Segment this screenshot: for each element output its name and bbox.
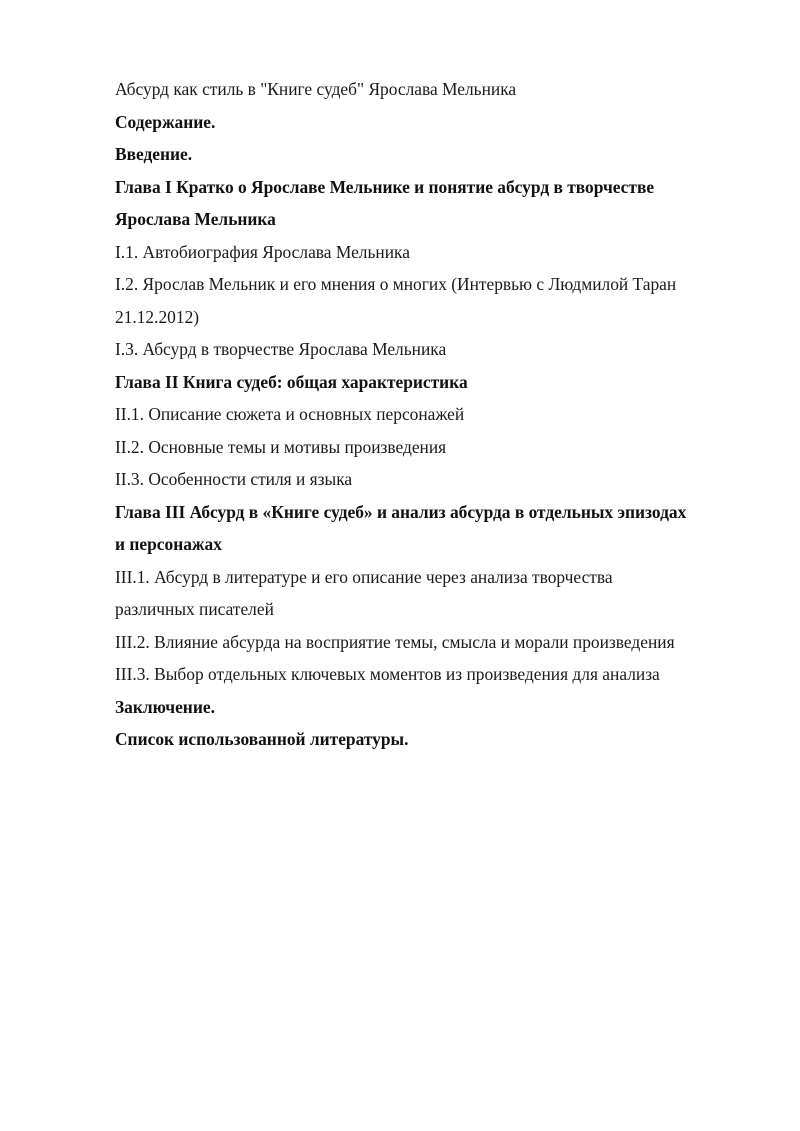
- section-2-3: II.3. Особенности стиля и языка: [115, 469, 353, 489]
- section-1-1: I.1. Автобиография Ярослава Мельника: [115, 241, 410, 262]
- section-1-3: I.3. Абсурд в творчестве Ярослава Мельника: [115, 339, 447, 359]
- section-3-2: III.2. Влияние абсурда на восприятие темы, смысла и морали произведения: [115, 631, 675, 652]
- section-3-1-line-1: III.1. Абсурд в литературе и его описание через анализа творчества: [115, 566, 613, 587]
- chapter-3-heading-line-2: и персонажах: [115, 534, 222, 554]
- chapter-1-heading-line-1: Глава I Кратко о Ярославе Мельнике и понятие абсурд в творчестве: [115, 176, 655, 197]
- document-title: Абсурд как стиль в "Книге судеб" Ярослава Мельника: [115, 79, 517, 99]
- section-3-3: III.3. Выбор отдельных ключевых моментов из произведения для анализа: [115, 664, 660, 684]
- chapter-3-heading-line-1: Глава III Абсурд в «Книге судеб» и анализ абсурда в отдельных эпизодах: [115, 501, 687, 522]
- chapter-2-heading: Глава II Книга судеб: общая характеристика: [115, 371, 468, 392]
- bibliography-entry: Список использованной литературы.: [115, 729, 409, 749]
- conclusion-entry: Заключение.: [115, 696, 215, 717]
- chapter-1-heading-line-2: Ярослава Мельника: [115, 209, 276, 229]
- table-of-contents: [115, 73, 755, 756]
- section-1-2-line-1: I.2. Ярослав Мельник и его мнения о многих (Интервью с Людмилой Таран: [115, 274, 677, 294]
- section-2-2: II.2. Основные темы и мотивы произведения: [115, 436, 447, 457]
- introduction-entry: Введение.: [115, 144, 193, 164]
- contents-heading: Содержание.: [115, 111, 216, 132]
- section-2-1: II.1. Описание сюжета и основных персонажей: [115, 404, 465, 424]
- section-1-2-line-2: 21.12.2012): [115, 306, 200, 327]
- section-3-1-line-2: различных писателей: [115, 599, 274, 619]
